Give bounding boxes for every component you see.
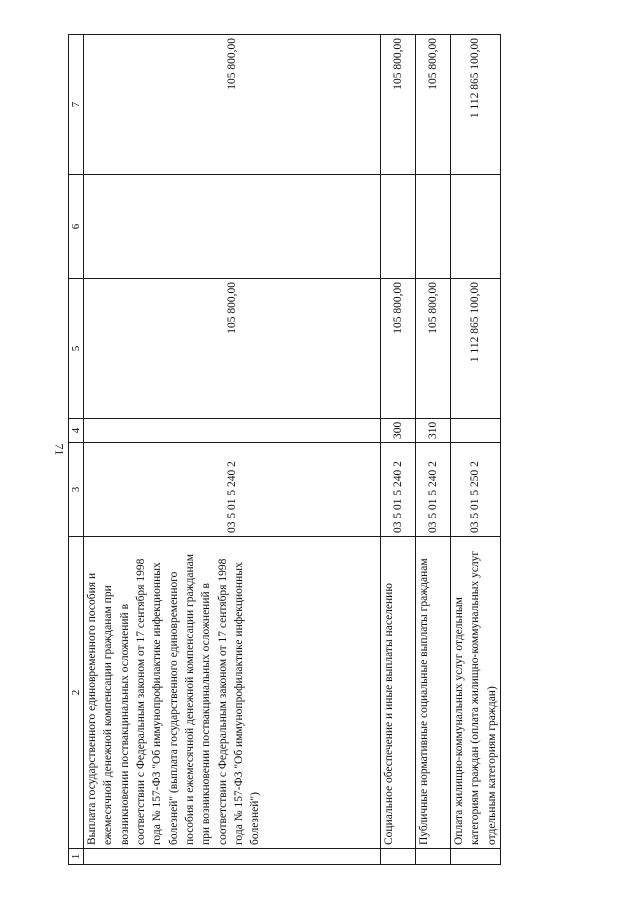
row-code-cell: 03 5 01 5 250 2 bbox=[451, 443, 501, 537]
page-number: 71 bbox=[52, 443, 67, 456]
row-code-cell: 03 5 01 5 240 2 bbox=[381, 443, 416, 537]
table-row bbox=[381, 35, 416, 865]
row-col7-cell: 105 800,00 bbox=[381, 35, 416, 175]
row-number-cell bbox=[381, 849, 416, 865]
row-col7-cell: 105 800,00 bbox=[84, 35, 381, 175]
row-col6-cell bbox=[451, 175, 501, 279]
rotated-table-container bbox=[68, 35, 498, 865]
row-col5-cell: 1 112 865 100,00 bbox=[451, 279, 501, 419]
row-col6-cell bbox=[416, 175, 451, 279]
row-number-cell bbox=[451, 849, 501, 865]
row-name-cell: Выплата государственного единовременного пособия и ежемесячной денежной компенсации гражданам при возникновении поствакцинальных осложнений в соответствии с Федеральным законом от 17 сентября 1998 года № 157-ФЗ "Об иммунопрофилактике инфекционных болезней" (выплата государственного единовременного пособия и ежемесячной денежной компенсации гражданам при возникновении поствакцинальных осложнений в соответствии с Федеральным законом от 17 сентября 1998 года № 157-ФЗ "Об иммунопрофилактике инфекционных болезней") bbox=[84, 537, 381, 849]
table-row bbox=[416, 35, 451, 865]
row-col6-cell bbox=[381, 175, 416, 279]
row-col6-cell bbox=[84, 175, 381, 279]
row-col7-cell: 105 800,00 bbox=[416, 35, 451, 175]
row-name-cell: Публичные нормативные социальные выплаты гражданам bbox=[416, 537, 451, 849]
header-col-4: 4 bbox=[69, 419, 84, 443]
row-name-cell: Социальное обеспечение и иные выплаты населению bbox=[381, 537, 416, 849]
row-name-cell: Оплата жилищно-коммунальных услуг отдельным категориям граждан (оплата жилищно-коммунальных услуг отдельным категориям граждан) bbox=[451, 537, 501, 849]
row-type-cell bbox=[84, 419, 381, 443]
budget-table bbox=[68, 34, 501, 865]
header-col-6: 6 bbox=[69, 175, 84, 279]
row-code-cell: 03 5 01 5 240 2 bbox=[84, 443, 381, 537]
table-row bbox=[451, 35, 501, 865]
row-col5-cell: 105 800,00 bbox=[416, 279, 451, 419]
row-code-cell: 03 5 01 5 240 2 bbox=[416, 443, 451, 537]
row-col7-cell: 1 112 865 100,00 bbox=[451, 35, 501, 175]
row-col5-cell: 105 800,00 bbox=[84, 279, 381, 419]
row-type-cell: 300 bbox=[381, 419, 416, 443]
row-col5-cell: 105 800,00 bbox=[381, 279, 416, 419]
row-number-cell bbox=[84, 849, 381, 865]
row-type-cell: 310 bbox=[416, 419, 451, 443]
table-row bbox=[84, 35, 381, 865]
header-row bbox=[69, 35, 84, 865]
row-number-cell bbox=[416, 849, 451, 865]
header-col-3: 3 bbox=[69, 443, 84, 537]
header-col-1: 1 bbox=[69, 849, 84, 865]
header-col-7: 7 bbox=[69, 35, 84, 175]
header-col-2: 2 bbox=[69, 537, 84, 849]
row-type-cell bbox=[451, 419, 501, 443]
header-col-5: 5 bbox=[69, 279, 84, 419]
